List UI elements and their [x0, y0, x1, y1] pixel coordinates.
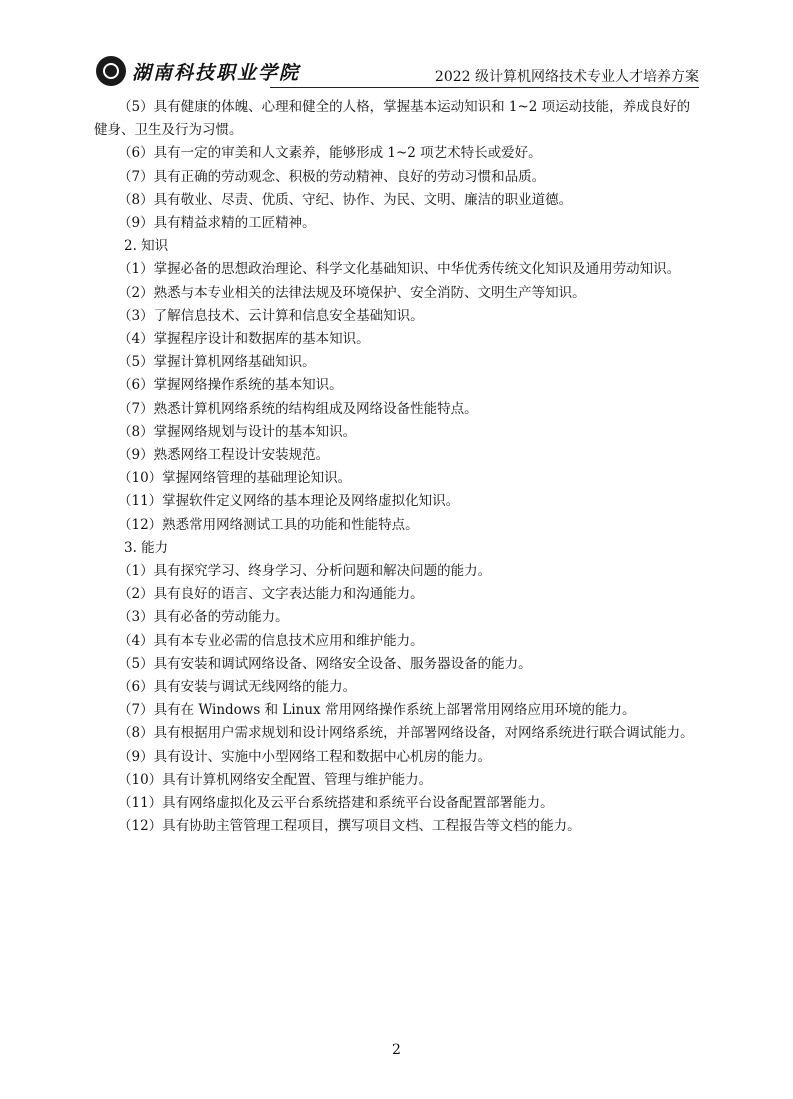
list-item: （4）具有本专业必需的信息技术应用和维护能力。 [118, 632, 424, 649]
page-header [96, 56, 699, 92]
list-item: （5）具有安装和调试网络设备、网络安全设备、服务器设备的能力。 [118, 655, 532, 672]
list-item: （11）具有网络虚拟化及云平台系统搭建和系统平台设备配置部署能力。 [118, 795, 554, 812]
header-rule [270, 87, 699, 88]
section-heading-knowledge: 2. 知识 [124, 238, 169, 255]
list-item: （4）掌握程序设计和数据库的基本知识。 [118, 331, 370, 348]
list-item: （1）掌握必备的思想政治理论、科学文化基础知识、中华优秀传统文化知识及通用劳动知识。 [118, 261, 681, 278]
section-heading-ability: 3. 能力 [124, 539, 169, 556]
list-item: （11）掌握软件定义网络的基本理论及网络虚拟化知识。 [118, 493, 460, 510]
list-item: （10）掌握网络管理的基础理论知识。 [118, 470, 352, 487]
list-item: （8）具有根据用户需求规划和设计网络系统，并部署网络设备，对网络系统进行联合调试能力。 [118, 725, 694, 742]
list-item: （6）具有安装与调试无线网络的能力。 [118, 679, 357, 696]
page-number: 2 [392, 1042, 401, 1058]
list-item: （2）具有良好的语言、文字表达能力和沟通能力。 [118, 586, 424, 603]
school-emblem-icon [96, 56, 126, 86]
list-item: （9）具有精益求精的工匠精神。 [118, 215, 316, 232]
list-item: （9）熟悉网络工程设计安装规范。 [118, 447, 330, 464]
list-item: （6）具有一定的审美和人文素养，能够形成 1~2 项艺术特长或爱好。 [118, 145, 542, 162]
school-logo [96, 56, 300, 86]
list-item: （12）具有协助主管管理工程项目，撰写项目文档、工程报告等文档的能力。 [118, 818, 581, 835]
list-item: （7）具有正确的劳动观念、积极的劳动精神、良好的劳动习惯和品质。 [118, 168, 546, 185]
list-item: （3）了解信息技术、云计算和信息安全基础知识。 [118, 307, 424, 324]
list-item: （7）具有在 Windows 和 Linux 常用网络操作系统上部署常用网络应用环境的能力。 [118, 702, 636, 719]
list-item: （7）熟悉计算机网络系统的结构组成及网络设备性能特点。 [118, 400, 478, 417]
document-body [94, 96, 703, 839]
list-item: （10）具有计算机网络安全配置、管理与维护能力。 [118, 771, 433, 788]
list-item-continuation: 健身、卫生及行为习惯。 [94, 122, 243, 139]
list-item: （5）具有健康的体魄、心理和健全的人格，掌握基本运动知识和 1~2 项运动技能，养成良好的 [118, 99, 691, 115]
list-item: （6）掌握网络操作系统的基本知识。 [118, 377, 343, 394]
list-item: （5）掌握计算机网络基础知识。 [118, 354, 316, 371]
list-item: （8）具有敬业、尽责、优质、守纪、协作、为民、文明、廉洁的职业道德。 [118, 191, 573, 208]
list-item: （12）熟悉常用网络测试工具的功能和性能特点。 [118, 516, 419, 533]
school-name: 湖南科技职业学院 [132, 61, 301, 84]
list-item: （9）具有设计、实施中小型网络工程和数据中心机房的能力。 [118, 748, 492, 765]
document-title: 2022 级计算机网络技术专业人才培养方案 [434, 69, 699, 85]
list-item: （8）掌握网络规划与设计的基本知识。 [118, 423, 357, 440]
list-item: （2）熟悉与本专业相关的法律法规及环境保护、安全消防、文明生产等知识。 [118, 284, 586, 301]
list-item: （1）具有探究学习、终身学习、分析问题和解决问题的能力。 [118, 563, 492, 580]
list-item: （3）具有必备的劳动能力。 [118, 609, 289, 626]
